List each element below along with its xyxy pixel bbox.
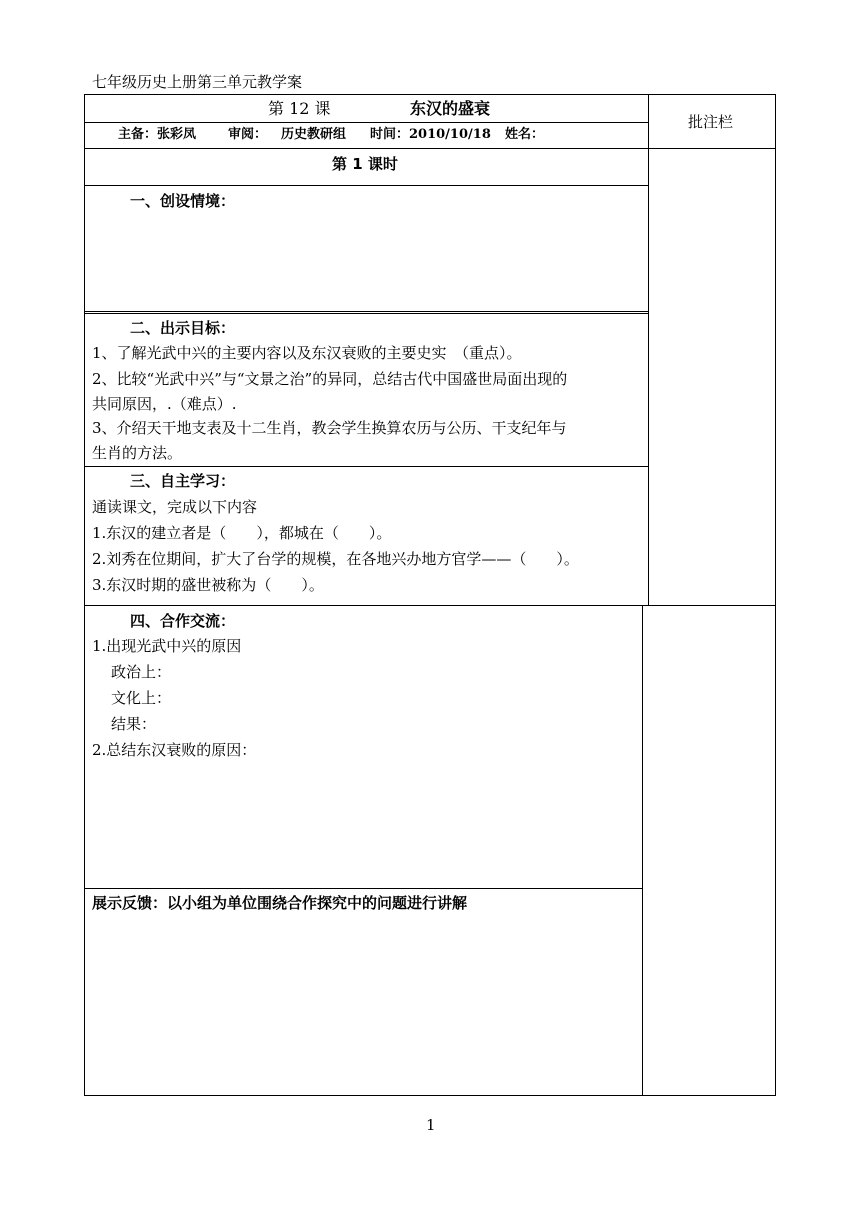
annotation-divider-lower	[642, 606, 643, 1096]
row-line-meta	[84, 148, 776, 149]
self-study-q3: 3.东汉时期的盛世被称为（ ）。	[92, 576, 324, 594]
row-line-section1	[84, 311, 649, 312]
row-line-title	[84, 122, 649, 123]
row-line-section1-double	[84, 313, 649, 314]
table-border-left	[84, 94, 85, 1096]
objective-line-2: 2、比较“光武中兴”与“文景之治”的异同，总结古代中国盛世局面出现的	[92, 370, 568, 388]
section2-heading: 二、出示目标：	[130, 319, 236, 337]
cooperation-politics: 政治上：	[111, 663, 172, 681]
self-study-q1: 1.东汉的建立者是（ ），都城在（ ）。	[92, 524, 392, 542]
table-border-top	[84, 94, 776, 95]
objective-line-3: 3、介绍天干地支表及十二生肖，教会学生换算农历与公历、干支纪年与	[92, 419, 567, 437]
row-line-period	[84, 185, 649, 186]
research-group: 历史教研组	[281, 127, 347, 142]
annotation-column-header: 批注栏	[688, 113, 734, 131]
annotation-divider-upper	[648, 94, 649, 606]
time-label: 时间：2010/10/18	[370, 127, 491, 142]
cooperation-item-1: 1.出现光武中兴的原因	[92, 637, 242, 655]
cooperation-culture: 文化上：	[111, 689, 172, 707]
objective-line-2b: 共同原因，.（难点）.	[92, 395, 237, 413]
self-study-q2: 2.刘秀在位期间，扩大了台学的规模，在各地兴办地方官学——（ ）。	[92, 550, 579, 568]
row-line-section3	[84, 605, 776, 606]
objective-line-1: 1、了解光武中兴的主要内容以及东汉衰败的主要史实 （重点）。	[92, 344, 522, 362]
objective-line-3b: 生肖的方法。	[92, 444, 183, 462]
period-label: 第 1 课时	[332, 155, 398, 173]
section3-heading: 三、自主学习：	[130, 472, 236, 490]
document-header-title: 七年级历史上册第三单元教学案	[92, 73, 303, 91]
feedback-text: 展示反馈：以小组为单位围绕合作探究中的问题进行讲解	[92, 894, 468, 912]
table-border-right	[775, 94, 776, 1096]
cooperation-item-2: 2.总结东汉衰败的原因：	[92, 741, 257, 759]
section1-heading: 一、创设情境：	[130, 192, 236, 210]
cooperation-result: 结果：	[111, 715, 157, 733]
lesson-number: 第 12 课	[268, 99, 331, 118]
section4-heading: 四、合作交流：	[130, 612, 236, 630]
row-line-section4	[84, 888, 643, 889]
lesson-title: 东汉的盛衰	[410, 99, 491, 118]
author-label: 主备：张彩凤	[118, 127, 197, 142]
review-label: 审阅：	[228, 127, 268, 142]
student-name-label: 姓名：	[505, 127, 545, 142]
page-number: 1	[426, 1116, 436, 1134]
table-border-bottom	[84, 1095, 776, 1096]
self-study-intro: 通读课文，完成以下内容	[92, 498, 258, 516]
row-line-section2	[84, 466, 649, 467]
